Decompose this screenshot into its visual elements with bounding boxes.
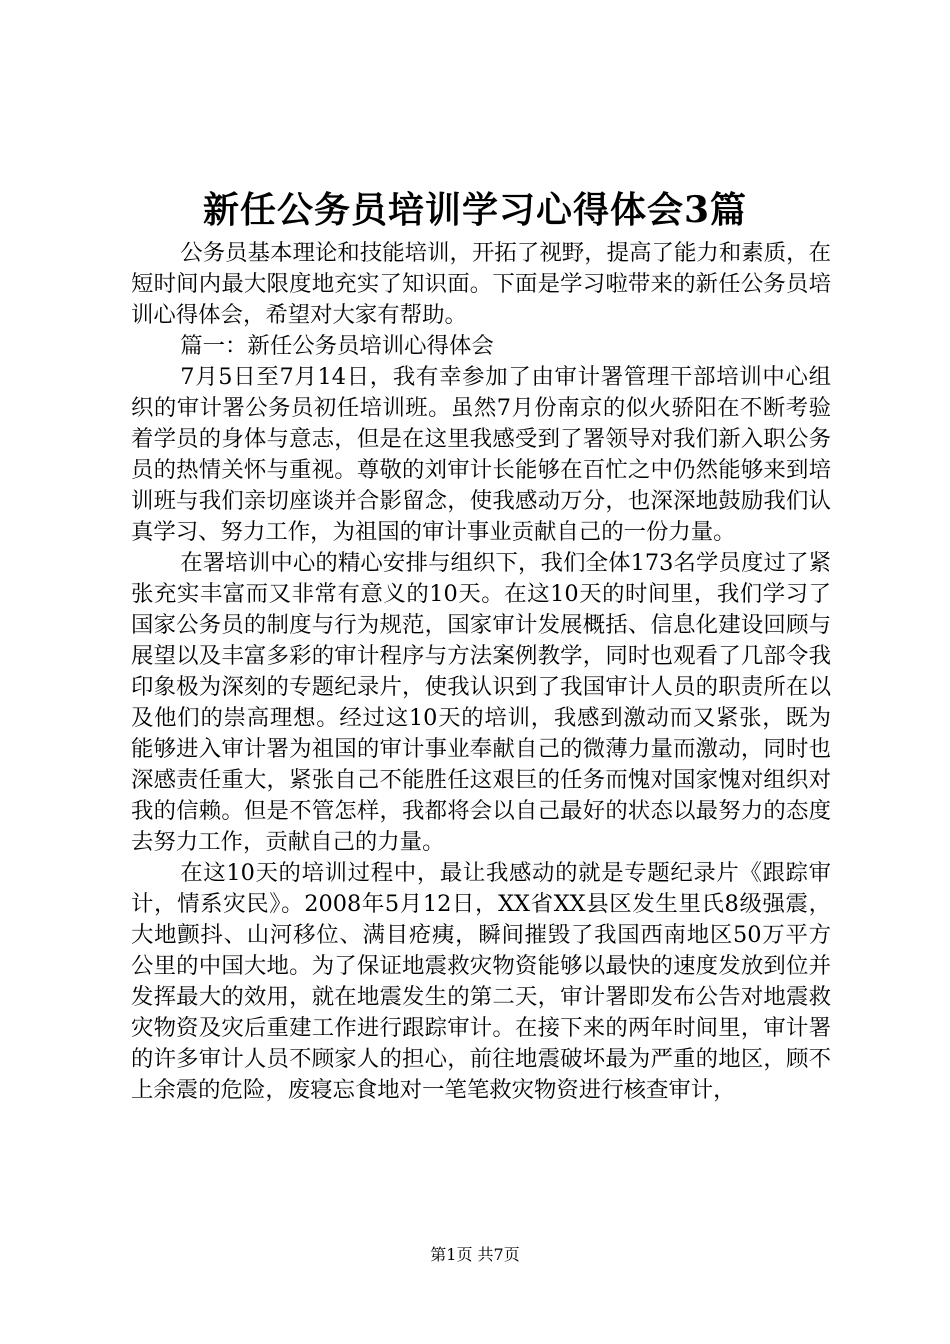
body-paragraph: 7月5日至7月14日，我有幸参加了由审计署管理干部培训中心组织的审计署公务员初任培训班。虽然7月份南京的似火骄阳在不断考验着学员的身体与意志，但是在这里我感受到了署领导对我们新入职公务员的热情关怀与重视。尊敬的刘审计长能够在百忙之中仍然能够来到培训班与我们亲切座谈并合影留念，使我感动万分，也深深地鼓励我们认真学习、努力工作，为祖国的审计事业贡献自己的一份力量。 <box>131 364 831 545</box>
section-heading: 篇一：新任公务员培训心得体会 <box>180 333 494 359</box>
document-title: 新任公务员培训学习心得体会3篇 <box>202 189 748 231</box>
body-paragraph: 在这10天的培训过程中，最让我感动的就是专题纪录片《跟踪审计，情系灾民》。2008年5月12日，XX省XX县区发生里氏8级强震，大地颤抖、山河移位、满目疮痍，瞬间摧毁了我国西南地区50万平方公里的中国大地。为了保证地震救灾物资能够以最快的速度发放到位并发挥最大的效用，就在地震发生的第二天，审计署即发布公告对地震救灾物资及灾后重建工作进行跟踪审计。在接下来的两年时间里，审计署的许多审计人员不顾家人的担心，前往地震破坏最为严重的地区，顾不上余震的危险，废寝忘食地对一笔笔救灾物资进行核查审计， <box>131 860 831 1103</box>
intro-paragraph: 公务员基本理论和技能培训，开拓了视野，提高了能力和素质，在短时间内最大限度地充实了知识面。下面是学习啦带来的新任公务员培训心得体会，希望对大家有帮助。 <box>131 240 831 328</box>
document-body <box>131 238 831 1106</box>
page-footer: 第1页 共7页 <box>430 1245 520 1264</box>
body-paragraph: 在署培训中心的精心安排与组织下，我们全体173名学员度过了紧张充实丰富而又非常有意义的10天。在这10天的时间里，我们学习了国家公务员的制度与行为规范，国家审计发展概括、信息化建设回顾与展望以及丰富多彩的审计程序与方法案例教学，同时也观看了几部令我印象极为深刻的专题纪录片，使我认识到了我国审计人员的职责所在以及他们的崇高理想。经过这10天的培训，我感到激动而又紧张，既为能够进入审计署为祖国的审计事业奉献自己的微薄力量而激动，同时也深感责任重大，紧张自己不能胜任这艰巨的任务而愧对国家愧对组织对我的信赖。但是不管怎样，我都将会以自己最好的状态以最努力的态度去努力工作，贡献自己的力量。 <box>131 550 831 855</box>
